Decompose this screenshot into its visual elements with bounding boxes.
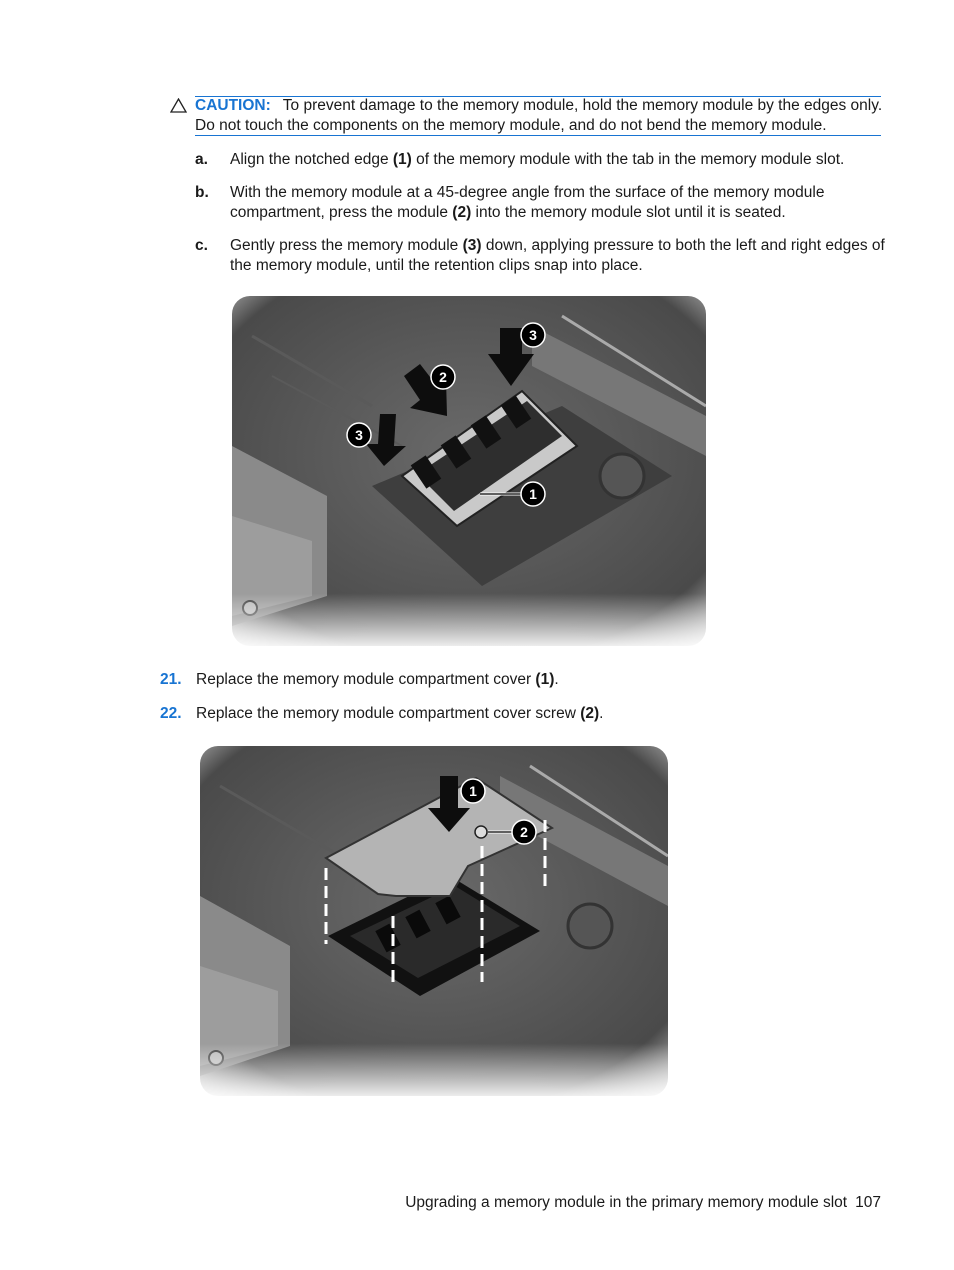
caution-note [195,96,895,135]
page-footer [405,1193,881,1213]
substep-a-letter: a. [195,151,208,168]
step-21-number: 21. [160,671,182,688]
caution-label: CAUTION: [195,97,271,114]
caution-text: To prevent damage to the memory module, hold the memory module by the edges only. Do not touch the components on the memory module, and do not bend the memory module. [195,97,883,134]
step-22-text: Replace the memory module compartment cover screw (2). [196,705,604,722]
memory-module-insertion-figure [232,296,706,646]
caution-rule-bottom [195,135,881,136]
compartment-cover-figure [200,746,668,1096]
step-22-number: 22. [160,705,182,722]
caution-triangle-icon [170,98,187,113]
substep-c-text: Gently press the memory module (3) down, applying pressure to both the left and right edges of the memory module, until the retention clips snap into place. [230,237,885,274]
page-number: 107 [855,1194,881,1211]
footer-section-title: Upgrading a memory module in the primary memory module slot [405,1194,848,1211]
substep-a-text: Align the notched edge (1) of the memory module with the tab in the memory module slot. [230,151,845,168]
substep-b-letter: b. [195,184,209,201]
substep-c-letter: c. [195,237,208,254]
step-21-text: Replace the memory module compartment cover (1). [196,671,559,688]
substep-b-text: With the memory module at a 45-degree angle from the surface of the memory module compartment, press the module (2) into the memory module slot until it is seated. [230,184,825,221]
